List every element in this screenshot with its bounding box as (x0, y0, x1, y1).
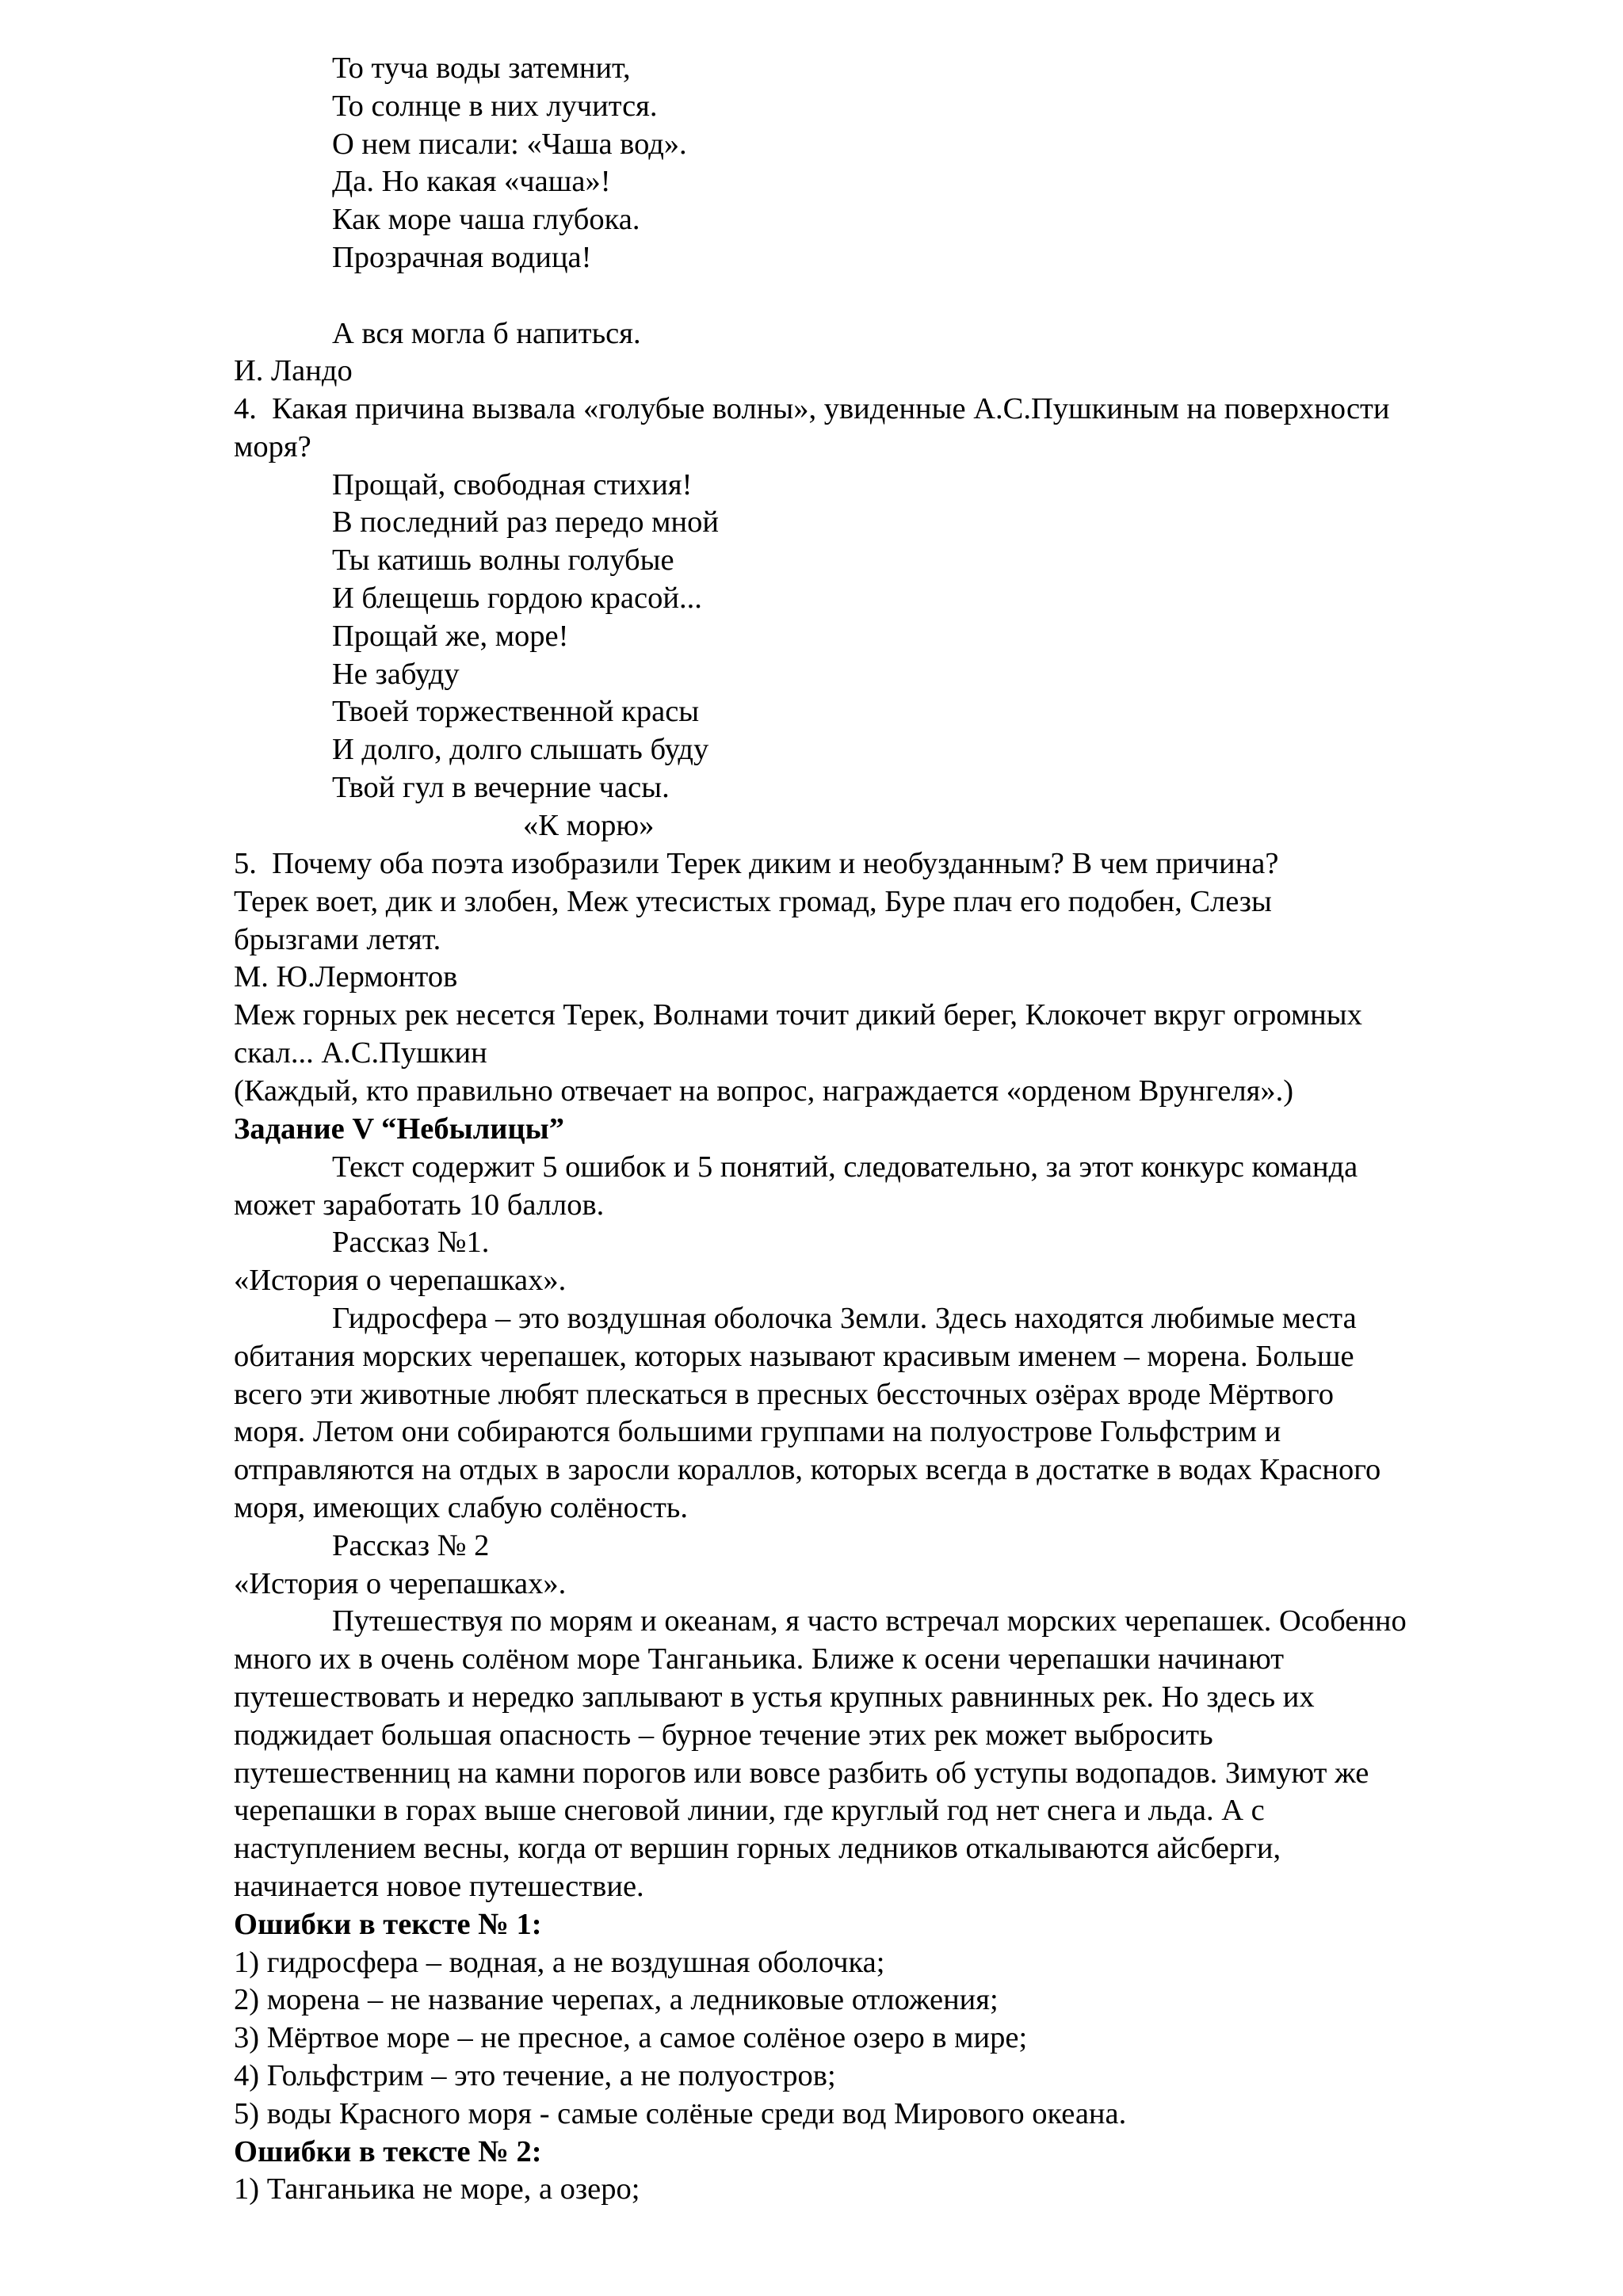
quote-line: Терек воет, дик и злобен, Меж утесистых громад, Буре плач его подобен, Слезы (234, 884, 1272, 918)
question-4 (234, 391, 1502, 845)
blank-line (234, 277, 1502, 315)
paragraph-line: поджидает большая опасность – бурное течение этих рек может выбросить (234, 1718, 1213, 1752)
error-item: 1) гидросфера – водная, а не воздушная оболочка; (234, 1945, 885, 1979)
poem-line: Прощай же, море! (332, 619, 569, 653)
paragraph-line: моря, имеющих слабую солёность. (234, 1490, 688, 1524)
paragraph-line: путешественниц на камни порогов или вовсе разбить об уступы водопадов. Зимуют же (234, 1756, 1369, 1790)
poem-line: Да. Но какая «чаша»! (332, 165, 611, 199)
poem-line: И долго, долго слышать буду (332, 733, 709, 767)
errors-heading: Ошибки в тексте № 2: (234, 2134, 542, 2168)
poem-line: То солнце в них лучится. (332, 89, 658, 123)
question-5 (234, 845, 1502, 1111)
quote-line: скал... А.С.Пушкин (234, 1035, 487, 1070)
story-label: Рассказ № 2 (332, 1528, 490, 1562)
paragraph-line: начинается новое путешествие. (234, 1869, 644, 1903)
poem-line: В последний раз передо мной (332, 505, 719, 540)
question-text: 4. Какая причина вызвала «голубые волны», увиденные А.С.Пушкиным на поверхности (234, 392, 1390, 425)
poem-line: Ты катишь волны голубые (332, 543, 674, 578)
error-item: 1) Танганьика не море, а озеро; (234, 2172, 640, 2206)
question-text: 5. Почему оба поэта изобразили Терек диким и необузданным? В чем причина? (234, 847, 1279, 880)
paragraph-line: наступлением весны, когда от вершин горных ледников откалываются айсберги, (234, 1832, 1281, 1866)
poem-line: Как море чаша глубока. (332, 203, 640, 237)
paragraph-line: обитания морских черепашек, которых называют красивым именем – морена. Больше (234, 1339, 1354, 1373)
poem-line: Твой гул в вечерние часы. (332, 770, 670, 804)
error-item: 5) воды Красного моря - самые солёные среди вод Мирового океана. (234, 2096, 1127, 2130)
error-item: 3) Мёртвое море – не пресное, а самое солёное озеро в мире; (234, 2021, 1028, 2055)
error-item: 2) морена – не название черепах, а ледниковые отложения; (234, 1983, 999, 2017)
poem-author: И. Ландо (234, 354, 353, 388)
poem-line: Не забуду (332, 657, 460, 691)
poem-line: И блещешь гордою красой... (332, 581, 702, 615)
question-text: моря? (234, 429, 311, 463)
paragraph-line: может заработать 10 баллов. (234, 1188, 605, 1222)
paragraph-line: всего эти животные любят плескаться в пресных бессточных озёрах вроде Мёртвого (234, 1377, 1334, 1411)
poem-line: Прощай, свободная стихия! (332, 467, 693, 502)
quote-line: брызгами летят. (234, 922, 441, 956)
poem-title: «К морю» (523, 808, 655, 842)
quote-author: М. Ю.Лермонтов (234, 960, 458, 994)
paragraph-line: отправляются на отдых в заросли кораллов, которых всегда в достатке в водах Красного (234, 1453, 1381, 1487)
poem-line: Прозрачная водица! (332, 240, 592, 274)
paragraph-line: Гидросфера – это воздушная оболочка Земли. Здесь находятся любимые места (332, 1301, 1357, 1335)
note-line: (Каждый, кто правильно отвечает на вопрос, награждается «орденом Врунгеля».) (234, 1074, 1294, 1108)
poem-lando (234, 50, 1502, 391)
poem-line: О нем писали: «Чаша вод». (332, 127, 687, 161)
paragraph-line: черепашки в горах выше снеговой линии, где круглый год нет снега и льда. А с (234, 1794, 1265, 1828)
task-5 (234, 1111, 1502, 2209)
poem-line: Твоей торжественной красы (332, 695, 700, 729)
quote-line: Меж горных рек несется Терек, Волнами точит дикий берег, Клокочет вкруг огромных (234, 998, 1362, 1032)
paragraph-line: Текст содержит 5 ошибок и 5 понятий, следовательно, за этот конкурс команда (332, 1150, 1358, 1184)
error-item: 4) Гольфстрим – это течение, а не полуостров; (234, 2058, 836, 2092)
story-title: «История о черепашках». (234, 1264, 567, 1298)
story-label: Рассказ №1. (332, 1226, 490, 1260)
poem-line: А вся могла б напиться. (332, 316, 641, 350)
story-title: «История о черепашках». (234, 1566, 567, 1600)
paragraph-line: путешествовать и нередко заплывают в устья крупных равнинных рек. Но здесь их (234, 1680, 1315, 1714)
poem-line: То туча воды затемнит, (332, 51, 631, 85)
section-heading: Задание V “Небылицы” (234, 1112, 564, 1146)
errors-heading: Ошибки в тексте № 1: (234, 1907, 542, 1941)
paragraph-line: много их в очень солёном море Танганьика. Ближе к осени черепашки начинают (234, 1642, 1285, 1676)
paragraph-line: моря. Летом они собираются большими группами на полуострове Гольфстрим и (234, 1415, 1281, 1449)
paragraph-line: Путешествуя по морям и океанам, я часто встречал морских черепашек. Особенно (332, 1604, 1407, 1638)
